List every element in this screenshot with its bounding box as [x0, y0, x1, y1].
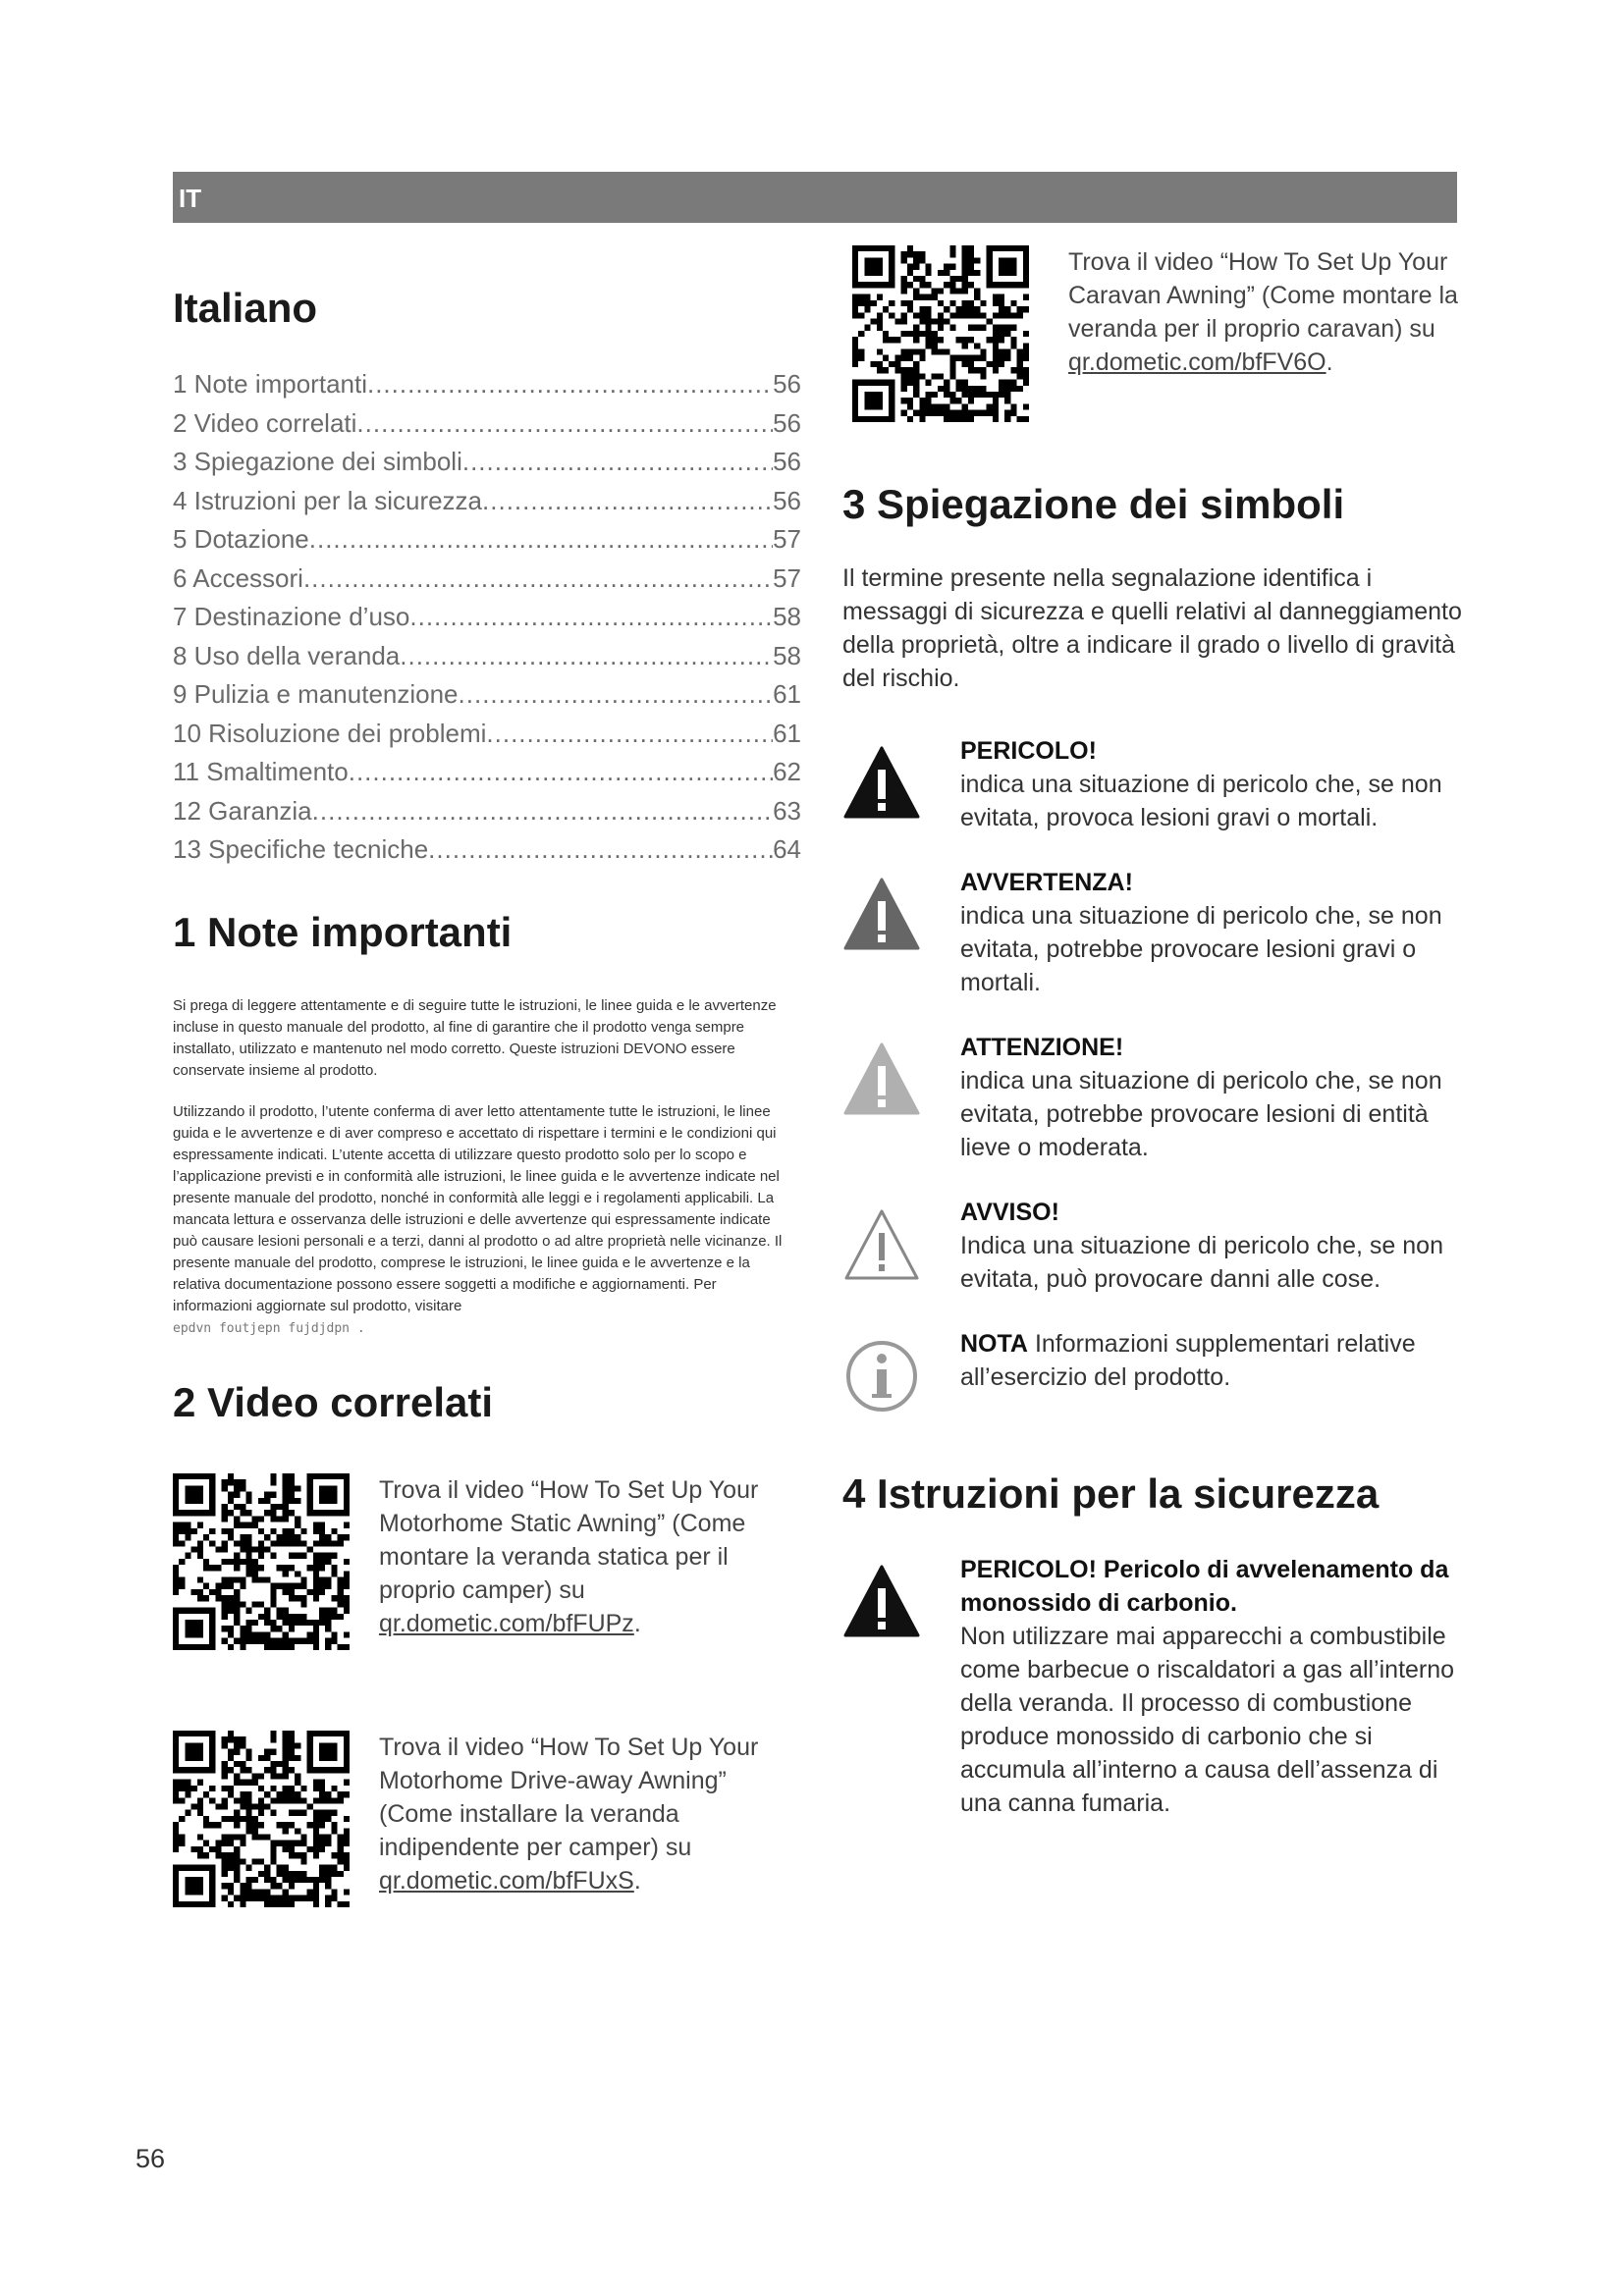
signal-word-text	[960, 1031, 1471, 1164]
caution-icon	[842, 1041, 921, 1119]
toc-item-page: 56	[773, 369, 801, 399]
signal-word-item	[842, 1031, 1471, 1164]
toc-leader	[367, 365, 773, 404]
signal-word-item	[842, 1196, 1471, 1296]
toc-item-label: 13 Specifiche tecniche	[173, 834, 429, 864]
toc-leader	[459, 675, 774, 715]
right-column	[842, 245, 1471, 1820]
toc-item-label: 1 Note importanti	[173, 369, 367, 399]
toc-item-label: 11 Smaltimento	[173, 757, 349, 786]
toc-leader	[428, 830, 773, 870]
page-number: 56	[135, 2144, 166, 2173]
nota-title: NOTA	[960, 1330, 1028, 1358]
signal-word-desc: Indica una situazione di pericolo che, se non evitata, può provocare danni alle cose.	[960, 1232, 1443, 1293]
toc-item[interactable]	[173, 404, 801, 444]
toc-item-label: 4 Istruzioni per la sicurezza	[173, 485, 483, 515]
toc-item[interactable]	[173, 598, 801, 637]
signal-word-title: ATTENZIONE!	[960, 1034, 1124, 1061]
video-2	[173, 1731, 801, 1907]
toc-item-label: 3 Spiegazione dei simboli	[173, 447, 462, 476]
notes-paragraph-2: Utilizzando il prodotto, l’utente conferma di aver letto attentamente tutte le istruzioni, le linee guida e le avvertenze e di aver compreso e accettato di rispettare i termini e le condizioni qui espressamente indicati. L’utente accetta di utilizzare questo prodotto solo per lo scopo e l’applicazione previsti e in conformità alle istruzioni, le linee guida e le avvertenze indicate nel presente manuale del prodotto, nonché in conformità alle leggi e i regolamenti applicabili. La mancata lettura e osservanza delle istruzioni e delle avvertenze qui espressamente indicate può causare lesioni personali e a terzi, danni al prodotto o ad altre proprietà nelle vicinanze. Il presente manuale del prodotto, comprese le istruzioni, le linee guida e le avvertenze e la relativa documentazione possono essere soggetti a modifiche e aggiornamenti. Per informazioni aggiornate sul prodotto, visitare epdvn foutjepn fujdjdpn .	[173, 1102, 783, 1336]
signal-word-title: AVVERTENZA!	[960, 869, 1133, 896]
toc-item[interactable]	[173, 675, 801, 715]
nota-item	[842, 1327, 1471, 1415]
toc-item-page: 64	[773, 834, 801, 864]
video-2-text: Trova il video “How To Set Up Your Motorhome Drive-away Awning” (Come installare la veranda indipendente per camper) su qr.dometic.com/bfFUxS.	[379, 1733, 759, 1895]
toc-item-label: 10 Risoluzione dei problemi	[173, 718, 487, 748]
toc-leader	[462, 443, 773, 482]
signal-word-text	[960, 734, 1471, 834]
videos-heading: 2 Video correlati	[173, 1378, 494, 1425]
signal-word-desc: indica una situazione di pericolo che, se non evitata, potrebbe provocare lesioni gravi o mortali.	[960, 902, 1442, 996]
symbols-heading: 3 Spiegazione dei simboli	[842, 481, 1345, 527]
toc-item[interactable]	[173, 753, 801, 792]
toc-item-label: 2 Video correlati	[173, 407, 357, 438]
video-3-text: Trova il video “How To Set Up Your Caravan Awning” (Come montare la veranda per il proprio caravan) su qr.dometic.com/bfFV6O.	[1068, 248, 1458, 376]
toc-item-label: 5 Dotazione	[173, 524, 309, 554]
safety-danger-title: PERICOLO! Pericolo di avvelenamento da monossido di carbonio.	[960, 1556, 1449, 1617]
toc-item[interactable]	[173, 520, 801, 560]
signal-word-item	[842, 734, 1471, 834]
danger-icon	[842, 744, 921, 823]
toc-leader	[482, 482, 773, 521]
toc-item[interactable]	[173, 443, 801, 482]
video-1-link[interactable]: qr.dometic.com/bfFUPz	[379, 1609, 634, 1637]
toc-item[interactable]	[173, 715, 801, 754]
video-3	[852, 245, 1471, 422]
toc-item-page: 57	[773, 562, 801, 593]
toc-leader	[356, 404, 773, 444]
signal-word-text	[960, 1196, 1471, 1296]
toc-item-page: 57	[773, 524, 801, 554]
toc-item[interactable]	[173, 830, 801, 870]
nota-text: NOTA Informazioni supplementari relative all’esercizio del prodotto.	[960, 1330, 1416, 1391]
info-icon	[842, 1337, 921, 1415]
signal-word-desc: indica una situazione di pericolo che, se non evitata, provoca lesioni gravi o mortali.	[960, 771, 1442, 831]
qr-code-icon	[173, 1473, 350, 1650]
toc-leader	[409, 598, 773, 637]
toc-leader	[312, 792, 773, 831]
toc-item-page: 56	[773, 447, 801, 476]
toc-item-label: 8 Uso della veranda	[173, 640, 401, 670]
signal-word-list	[842, 734, 1471, 1296]
signal-word-title: PERICOLO!	[960, 737, 1097, 765]
toc-leader	[309, 520, 773, 560]
toc-item[interactable]	[173, 560, 801, 599]
notes-heading: 1 Note importanti	[173, 908, 513, 955]
toc-item-page: 63	[773, 795, 801, 826]
toc-item[interactable]	[173, 365, 801, 404]
video-3-link[interactable]: qr.dometic.com/bfFV6O	[1068, 348, 1326, 376]
toc-item-page: 56	[773, 407, 801, 438]
toc-leader	[486, 715, 773, 754]
toc-item-label: 7 Destinazione d’uso	[173, 602, 410, 631]
safety-danger	[842, 1553, 1471, 1820]
toc-item-page: 62	[773, 757, 801, 786]
toc-item-page: 61	[773, 679, 801, 709]
toc-item-page: 58	[773, 640, 801, 670]
language-code: IT	[179, 184, 202, 213]
safety-danger-text: PERICOLO! Pericolo di avvelenamento da monossido di carbonio. Non utilizzare mai apparecchi a combustibile come barbecue o riscaldatori a gas all’interno della veranda. Il processo di combustione produce monossido di carbonio che si accumula all’interno a causa dell’assenza di una canna fumaria.	[960, 1553, 1471, 1820]
toc-title: Italiano	[173, 285, 318, 331]
notes-paragraph-1: Si prega di leggere attentamente e di seguire tutte le istruzioni, le linee guida e le avvertenze incluse in questo manuale del prodotto, al fine di garantire che il prodotto venga sempre installato, utilizzato e mantenuto nel modo corretto. Queste istruzioni DEVONO essere conservate insieme al prodotto.	[173, 996, 777, 1079]
video-2-link[interactable]: qr.dometic.com/bfFUxS	[379, 1866, 634, 1895]
safety-heading: 4 Istruzioni per la sicurezza	[842, 1470, 1380, 1517]
signal-word-desc: indica una situazione di pericolo che, se non evitata, potrebbe provocare lesioni di entità lieve o moderata.	[960, 1067, 1442, 1161]
toc-item-page: 61	[773, 718, 801, 748]
table-of-contents	[173, 365, 801, 870]
signal-word-title: AVVISO!	[960, 1199, 1059, 1226]
toc-item-label: 6 Accessori	[173, 562, 303, 593]
toc-leader	[349, 753, 773, 792]
toc-item-label: 9 Pulizia e manutenzione	[173, 679, 459, 709]
language-bar	[173, 172, 1457, 223]
danger-icon	[842, 1563, 921, 1641]
notes-url-garbled: epdvn foutjepn fujdjdpn .	[173, 1320, 365, 1336]
toc-item[interactable]	[173, 482, 801, 521]
video-1-text: Trova il video “How To Set Up Your Motorhome Static Awning” (Come montare la veranda statica per il proprio camper) su qr.dometic.com/bfFUPz.	[379, 1475, 759, 1637]
warning-icon	[842, 876, 921, 954]
notice-icon	[842, 1205, 921, 1284]
signal-word-item	[842, 866, 1471, 999]
qr-code-icon	[852, 245, 1029, 422]
qr-code-icon	[173, 1731, 350, 1907]
toc-leader	[400, 637, 773, 676]
toc-leader	[303, 560, 773, 599]
signal-word-text	[960, 866, 1471, 999]
toc-item-page: 58	[773, 602, 801, 631]
video-1	[173, 1473, 801, 1650]
symbols-intro: Il termine presente nella segnalazione identifica i messaggi di sicurezza e quelli relativi al danneggiamento della proprietà, oltre a indicare il grado o livello di gravità del rischio.	[842, 564, 1462, 692]
toc-item-label: 12 Garanzia	[173, 795, 312, 826]
toc-item[interactable]	[173, 637, 801, 676]
toc-item[interactable]	[173, 792, 801, 831]
left-column	[173, 285, 801, 1907]
toc-item-page: 56	[773, 485, 801, 515]
